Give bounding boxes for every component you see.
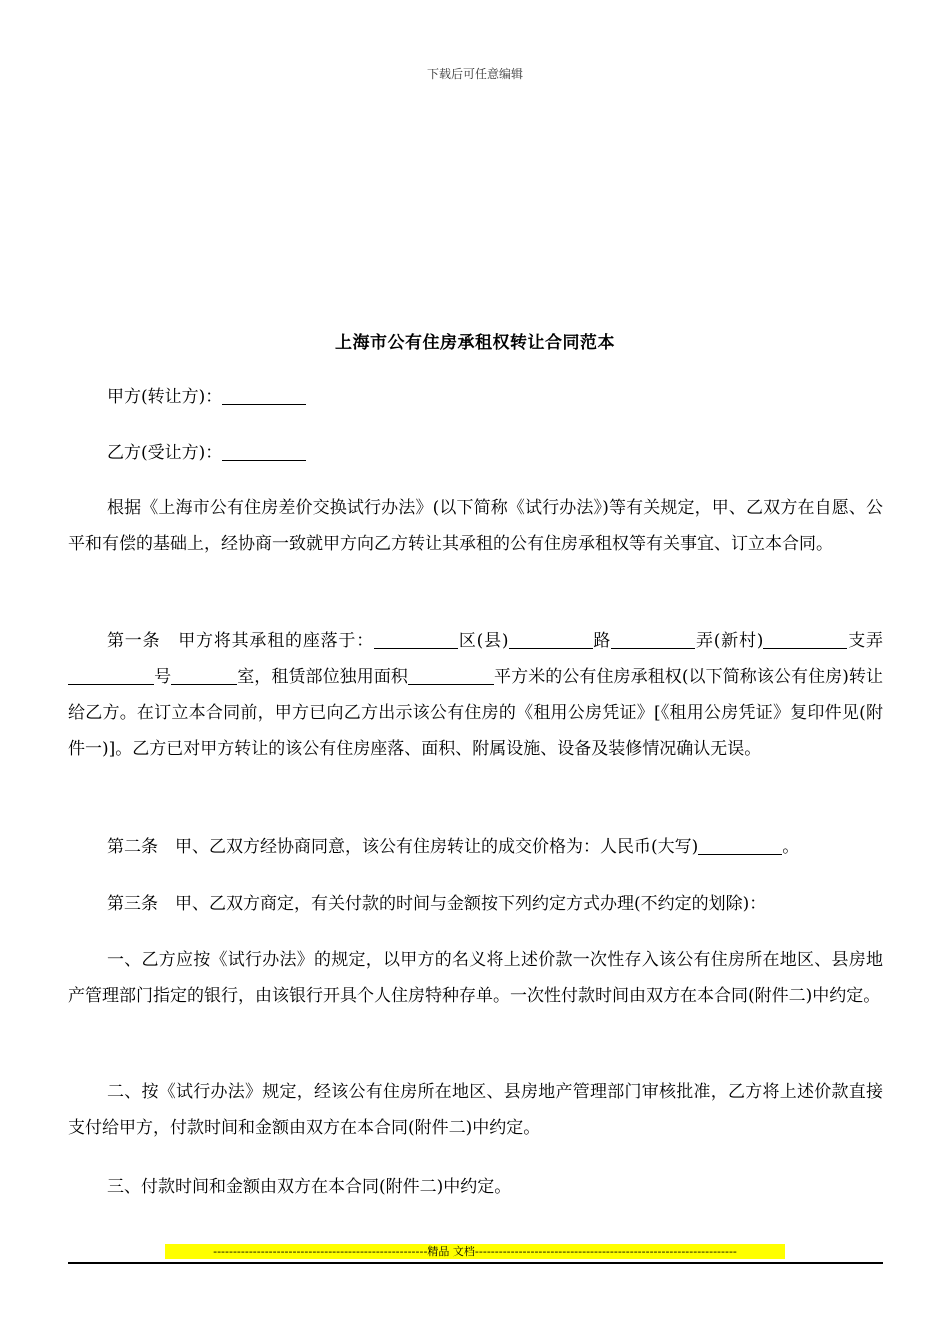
page-header-note: 下载后可任意编辑 <box>426 67 523 81</box>
article-2-paragraph <box>68 829 883 865</box>
area-blank[interactable] <box>408 663 494 685</box>
art2-text-b: 。 <box>782 837 800 857</box>
party-b-blank[interactable] <box>222 439 306 461</box>
party-b-label: 乙方(受让方)： <box>107 443 223 463</box>
road-blank[interactable] <box>509 627 593 649</box>
party-a-blank[interactable] <box>222 383 306 405</box>
district-blank[interactable] <box>374 627 458 649</box>
sublane-blank[interactable] <box>763 627 847 649</box>
document-title: 上海市公有住房承租权转让合同范本 <box>335 333 615 353</box>
party-a-line <box>68 379 883 415</box>
item-3-paragraph: 三、付款时间和金额由双方在本合同(附件二)中约定。 <box>107 1177 512 1197</box>
number-blank[interactable] <box>68 663 154 685</box>
art1-text-f: 号 <box>154 667 172 687</box>
article-1-paragraph <box>68 623 883 767</box>
party-a-label: 甲方(转让方)： <box>107 387 223 407</box>
item-2-paragraph: 二、按《试行办法》规定，经该公有住房所在地区、县房地产管理部门审核批准，乙方将上述价款直接支付给甲方，付款时间和金额由双方在本合同(附件二)中约定。 <box>68 1082 883 1138</box>
footer-watermark: ------------------------------------------------------精品 文档------------------------------------------------------------------ <box>165 1244 785 1259</box>
room-blank[interactable] <box>171 663 237 685</box>
item-1-paragraph: 一、乙方应按《试行办法》的规定，以甲方的名义将上述价款一次性存入该公有住房所在地区、县房地产管理部门指定的银行，由该银行开具个人住房特种存单。一次性付款时间由双方在本合同(附件二)中约定。 <box>68 950 883 1006</box>
art1-text-e: 支弄 <box>847 631 884 651</box>
art1-text-d: 弄(新村) <box>695 631 764 651</box>
intro-paragraph: 根据《上海市公有住房差价交换试行办法》(以下简称《试行办法》)等有关规定，甲、乙双方在自愿、公平和有偿的基础上，经协商一致就甲方向乙方转让其承租的公有住房承租权等有关事宜、订立本合同。 <box>68 498 883 554</box>
footer-divider <box>68 1262 883 1264</box>
price-blank[interactable] <box>698 833 782 855</box>
article-3-paragraph: 第三条 甲、乙双方商定，有关付款的时间与金额按下列约定方式办理(不约定的划除)： <box>107 894 767 914</box>
art1-text-h: 平方米的公有住房承租权(以下简称该公有住房)转让给乙方。在订立本合同前，甲方已向乙方出示该公有住房的《租用公房凭证》[《租用公房凭证》复印件见(附件一)]。乙方已对甲方转让的该公有住房座落、面积、附属设施、设备及装修情况确认无误。 <box>68 667 884 759</box>
art2-text-a: 第二条 甲、乙双方经协商同意，该公有住房转让的成交价格为：人民币(大写) <box>107 837 699 857</box>
art1-text-a: 第一条 甲方将其承租的座落于： <box>107 631 375 651</box>
lane-blank[interactable] <box>611 627 695 649</box>
art1-text-g: 室，租赁部位独用面积 <box>237 667 408 687</box>
art1-text-c: 路 <box>592 631 612 651</box>
art1-text-b: 区(县) <box>458 631 509 651</box>
party-b-line <box>68 435 883 471</box>
